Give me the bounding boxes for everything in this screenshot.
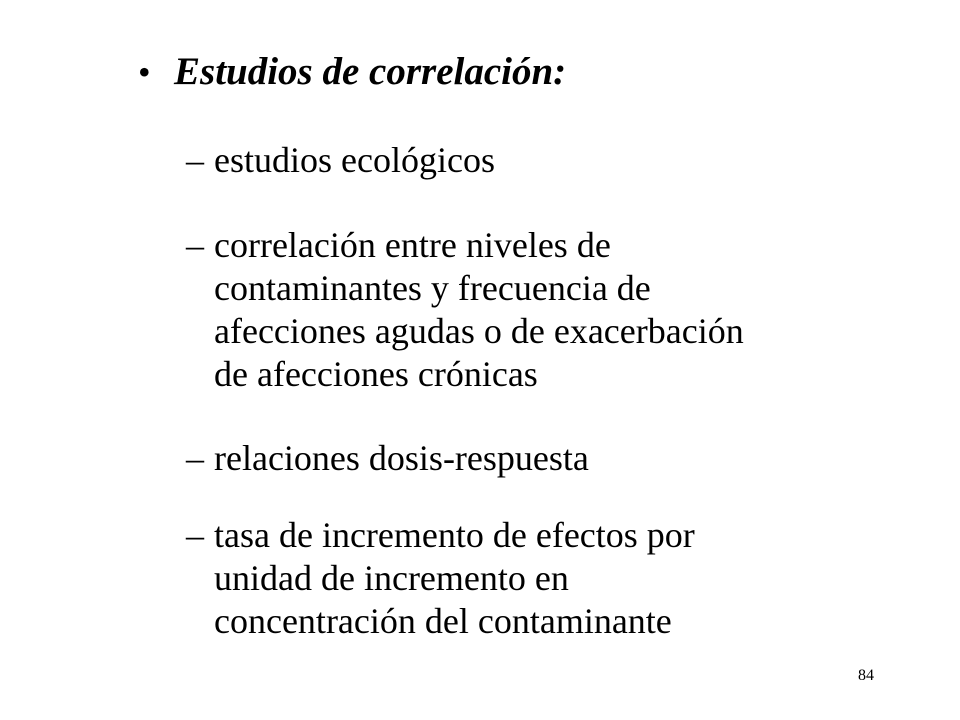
- dash-icon: –: [186, 438, 204, 478]
- sub-bullet-text: correlación entre niveles de contaminantes y frecuencia de afecciones agudas o de exacerbación de afecciones crónicas: [214, 225, 744, 394]
- sub-bullet-text: relaciones dosis-respuesta: [214, 438, 589, 478]
- page-number: 84: [858, 667, 874, 684]
- sub-bullet-item: [186, 514, 926, 643]
- sub-bullet-item: [186, 139, 926, 182]
- dash-icon: –: [186, 515, 204, 555]
- sub-bullet-text: tasa de incremento de efectos por unidad de incremento en concentración del contaminante: [214, 515, 695, 641]
- section-heading: Estudios de correlación:: [174, 50, 567, 93]
- sub-bullet-item: [186, 224, 926, 396]
- dash-icon: –: [186, 140, 204, 180]
- sub-bullet-text: estudios ecológicos: [214, 140, 495, 180]
- bullet-icon: •: [138, 52, 151, 92]
- sub-bullet-item: [186, 437, 926, 480]
- dash-icon: –: [186, 225, 204, 265]
- main-bullet-row: [138, 52, 566, 91]
